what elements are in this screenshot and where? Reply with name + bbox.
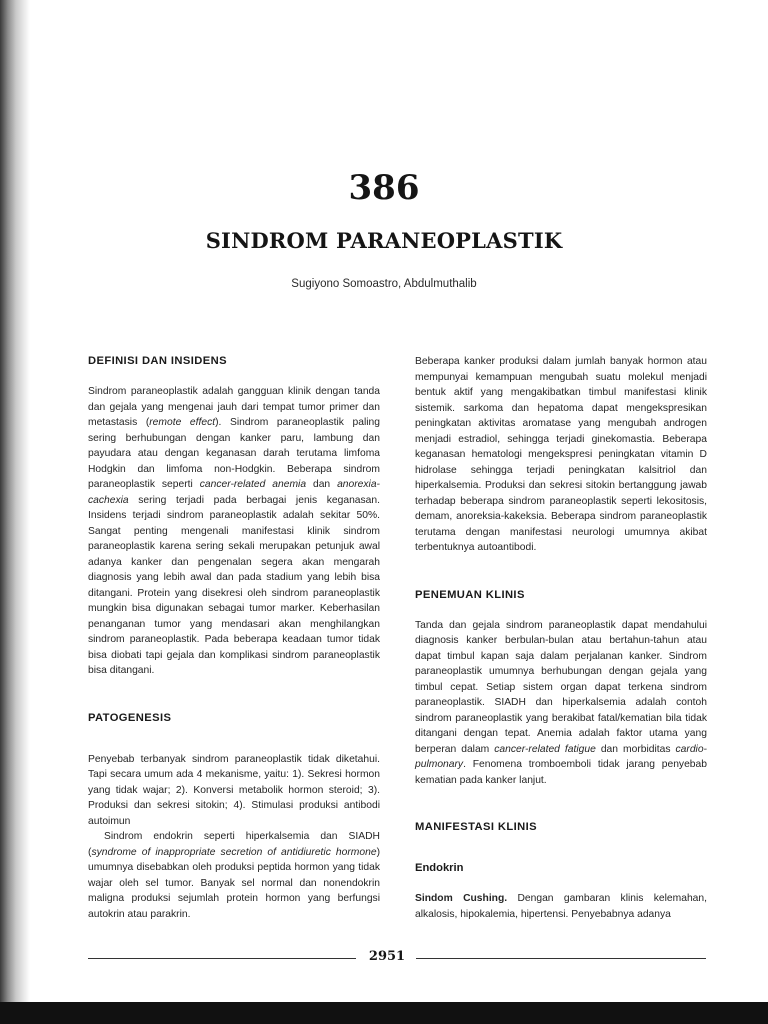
page-footer (88, 949, 706, 969)
paragraph-intro-right: Beberapa kanker produksi dalam jumlah banyak hormon atau mempunyai kemampuan mengubah suatu molekul menjadi bentuk aktif yang mengakibatkan timbul manifestasi klinik sistemik. sarkoma dan hepatoma dapat mengekspresikan peningkatan aktivitas aromatase yang mengubah androgen menjadi estradiol, sehingga terjadi ginekomastia. Beberapa keganasan hematologi mengekspresi peningkatan vitamin D hidrolase sehingga terjadi peningkatan kalsitriol dan hiperkalsemia. Produksi dan sekresi sitokin bertanggung jawab terhadap beberapa sindrom paraneoplastik seperti lekositosis, demam, anoreksia-kakeksia. Beberapa sindrom paraneoplastik terutama dengan manifestasi neurologi umumnya akibat terbentuknya autoantibodi. (415, 356, 707, 553)
paragraph-penemuan-klinis: Tanda dan gejala sindrom paraneoplastik dapat mendahului diagnosis kanker berbulan-bulan atau bertahun-tahun atau dapat timbul kapan saja dalam perjalanan kanker. Sindrom paraneoplastik umumnya berhubungan dengan gejala yang timbul cepat. Setiap sistem organ dapat terkena sindrom paraneoplastik. SIADH dan hiperkalsemia adalah contoh sindrom paraneoplastik yang berakibat fatal/kematian bila tidak ditangani dengan tepat. Anemia adalah faktor utama yang berperan dalam cancer-related fatigue dan morbiditas cardio-pulmonary. Fenomena tromboemboli tidak jarang penyebab kematian pada kanker lanjut. (415, 619, 707, 786)
paragraph-definisi: Sindrom paraneoplastik adalah gangguan klinik dengan tanda dan gejala yang mengenai jauh dari tempat tumor primer dan metastasis (remote effect). Sindrom paraneoplastik paling sering berhubungan dengan kanker paru, lambung dan payudara atau dengan keganasan darah terutama limfoma Hodgkin dan limfoma non-Hodgkin. Beberapa sindrom paraneoplastik seperti cancer-related anemia dan anorexia-cachexia sering terjadi pada berbagai jenis keganasan. Insidens terjadi sindrom paraneoplastik adalah sekitar 50%. Sangat penting mengenali manifestasi klinik sindrom paraneoplastik karena sering sekali merupakan petunjuk awal adanya kanker dan pengenalan segera akan mengarah diagnosis yang lebih awal dan pada stadium yang lebih bisa ditangani. Protein yang disekresi oleh sindrom paraneoplastik mungkin bisa digunakan sebagai tumor marker. Keberhasilan penanganan tumor yang mendasari akan menghilangkan sindrom paraneoplastik. Pada beberapa keadaan tumor tidak bisa diobati tapi gejala dan komplikasi sindrom paraneoplastik bisa ditangani. (88, 386, 380, 676)
chapter-authors: Sugiyono Somoastro, Abdulmuthalib (291, 278, 477, 290)
book-binding-shadow (0, 0, 30, 1024)
paragraph-patogenesis-2: Sindrom endokrin seperti hiperkalsemia dan SIADH (syndrome of inappropriate secretion of antidiuretic hormone) umumnya disebabkan oleh produksi peptida hormon yang tidak wajar oleh sel tumor. Banyak sel normal dan nonendokrin maligna produksi sejumlah protein hormon yang berfungsi autokrin atau parakrin. (88, 831, 380, 920)
page-number: 2951 (368, 949, 406, 964)
section-heading-patogenesis: PATOGENESIS (88, 711, 172, 724)
chapter-number: 386 (348, 168, 420, 208)
subheading-endokrin: Endokrin (415, 862, 464, 874)
section-heading-penemuan-klinis: PENEMUAN KLINIS (415, 588, 525, 601)
right-column (415, 354, 707, 922)
section-heading-definisi: DEFINISI DAN INSIDENS (88, 355, 227, 367)
paragraph-cushing: Sindom Cushing. Dengan gambaran klinis kelemahan, alkalosis, hipokalemia, hipertensi. Penyebabnya adanya (415, 893, 707, 920)
scan-bottom-edge (0, 1002, 768, 1024)
left-column (88, 354, 380, 922)
chapter-title: SINDROM PARANEOPLASTIK (205, 228, 563, 253)
footer-rule-left (88, 958, 356, 959)
paragraph-patogenesis-1: Penyebab terbanyak sindrom paraneoplastik tidak diketahui. Tapi secara umum ada 4 mekanisme, yaitu: 1). Sekresi hormon yang tidak wajar; 2). Konversi metabolik hormon steroid; 3). Produksi dan sekresi sitokin; 4). Stimulasi produksi antibodi autoimun (88, 753, 380, 827)
footer-rule-right (416, 958, 706, 959)
section-heading-manifestasi-klinis: MANIFESTASI KLINIS (415, 821, 537, 833)
